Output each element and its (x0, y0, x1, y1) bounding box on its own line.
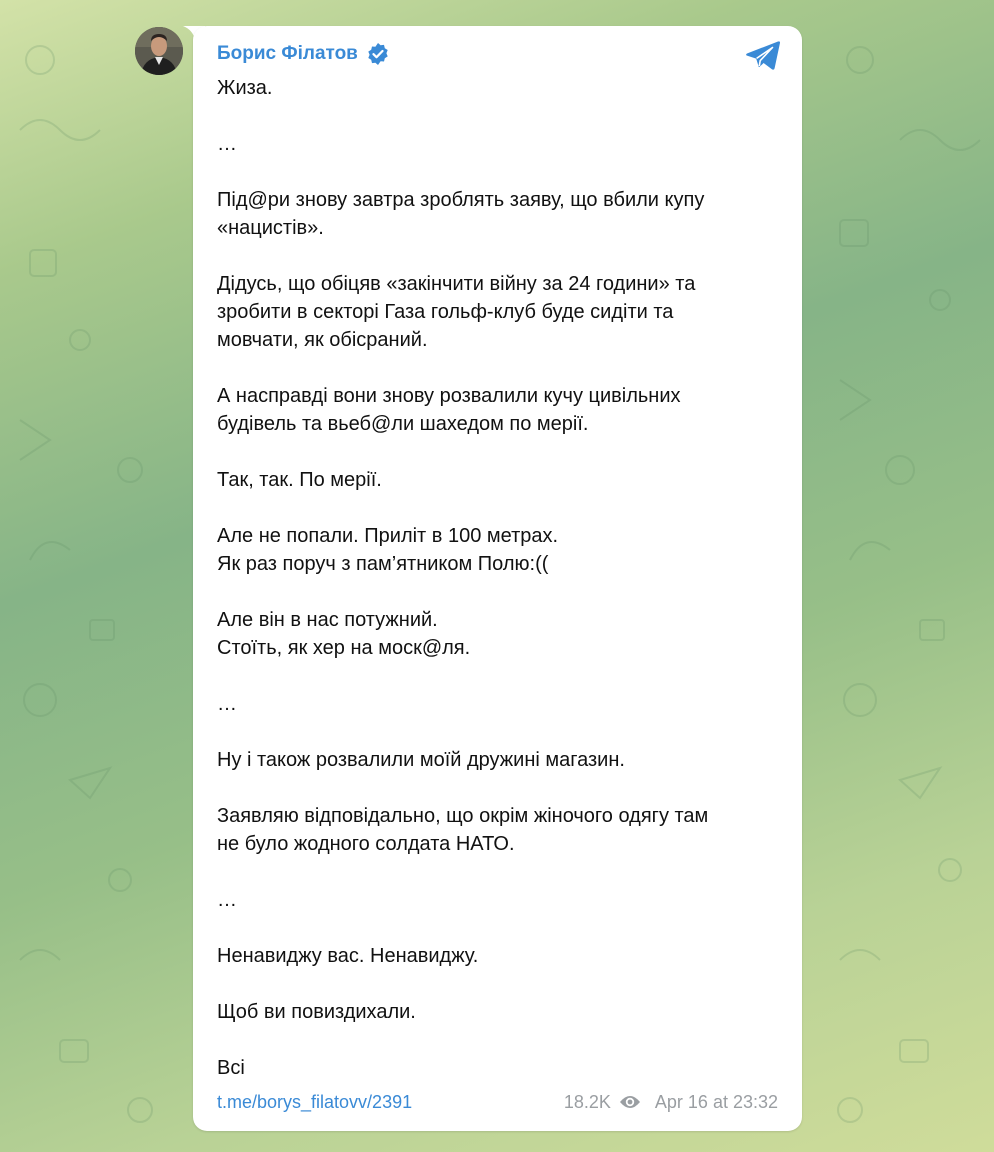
text-line: Але він в нас потужний. (217, 609, 438, 631)
text-line: Дідусь, що обіцяв «закінчити війну за 24 години» та (217, 273, 696, 295)
post-timestamp: Apr 16 at 23:32 (654, 1092, 778, 1112)
text-line: Заявляю відповідально, що окрім жіночого одягу там (217, 805, 709, 827)
message-bubble (193, 26, 802, 1131)
text-line: зробити в секторі Газа гольф-клуб буде сидіти та (217, 301, 674, 323)
text-line: Так, так. По мерії. (217, 469, 382, 491)
text-line: будівель та вьеб@ли шахедом по мерії. (217, 413, 589, 435)
blank-line (217, 494, 777, 522)
text-line: Ну і також розвалили моїй дружині магазин. (217, 749, 625, 771)
blank-line (217, 774, 777, 802)
text-line: мовчати, як обісраний. (217, 329, 428, 351)
verified-badge-icon (366, 42, 390, 66)
text-line: Всі (217, 1057, 245, 1079)
telegram-share-icon[interactable] (744, 38, 782, 72)
post-link[interactable]: t.me/borys_filatovv/2391 (217, 1092, 413, 1112)
text-line: Щоб ви повиздихали. (217, 1001, 416, 1023)
text-line: Як раз поруч з пам’ятником Полю:(( (217, 553, 549, 575)
eye-icon (619, 1094, 641, 1110)
text-line: Стоїть, як хер на моск@ля. (217, 637, 471, 659)
blank-line (217, 438, 777, 466)
blank-line (217, 158, 777, 186)
avatar-photo-icon (135, 27, 183, 75)
blank-line (217, 914, 777, 942)
text-line: … (217, 693, 237, 715)
text-line: … (217, 133, 237, 155)
text-line: Жиза. (217, 77, 273, 99)
text-line: не було жодного солдата НАТО. (217, 833, 515, 855)
text-line: «нацистів». (217, 217, 324, 239)
blank-line (217, 662, 777, 690)
blank-line (217, 718, 777, 746)
blank-line (217, 578, 777, 606)
text-line: Під@ри знову завтра зроблять заяву, що вбили купу (217, 189, 705, 211)
message-header (217, 42, 390, 66)
author-name[interactable]: Борис Філатов (217, 43, 358, 64)
text-line: … (217, 889, 237, 911)
text-line: Але не попали. Приліт в 100 метрах. (217, 525, 559, 547)
blank-line (217, 242, 777, 270)
blank-line (217, 354, 777, 382)
blank-line (217, 858, 777, 886)
text-line: А насправді вони знову розвалили кучу цивільних (217, 385, 681, 407)
text-line: Ненавиджу вас. Ненавиджу. (217, 945, 479, 967)
view-count: 18.2K (563, 1092, 611, 1112)
blank-line (217, 102, 777, 130)
blank-line (217, 1026, 777, 1054)
message-text (217, 74, 777, 1082)
blank-line (217, 970, 777, 998)
author-avatar[interactable] (135, 27, 183, 75)
message-footer (217, 1089, 778, 1115)
message-meta (564, 1090, 778, 1114)
